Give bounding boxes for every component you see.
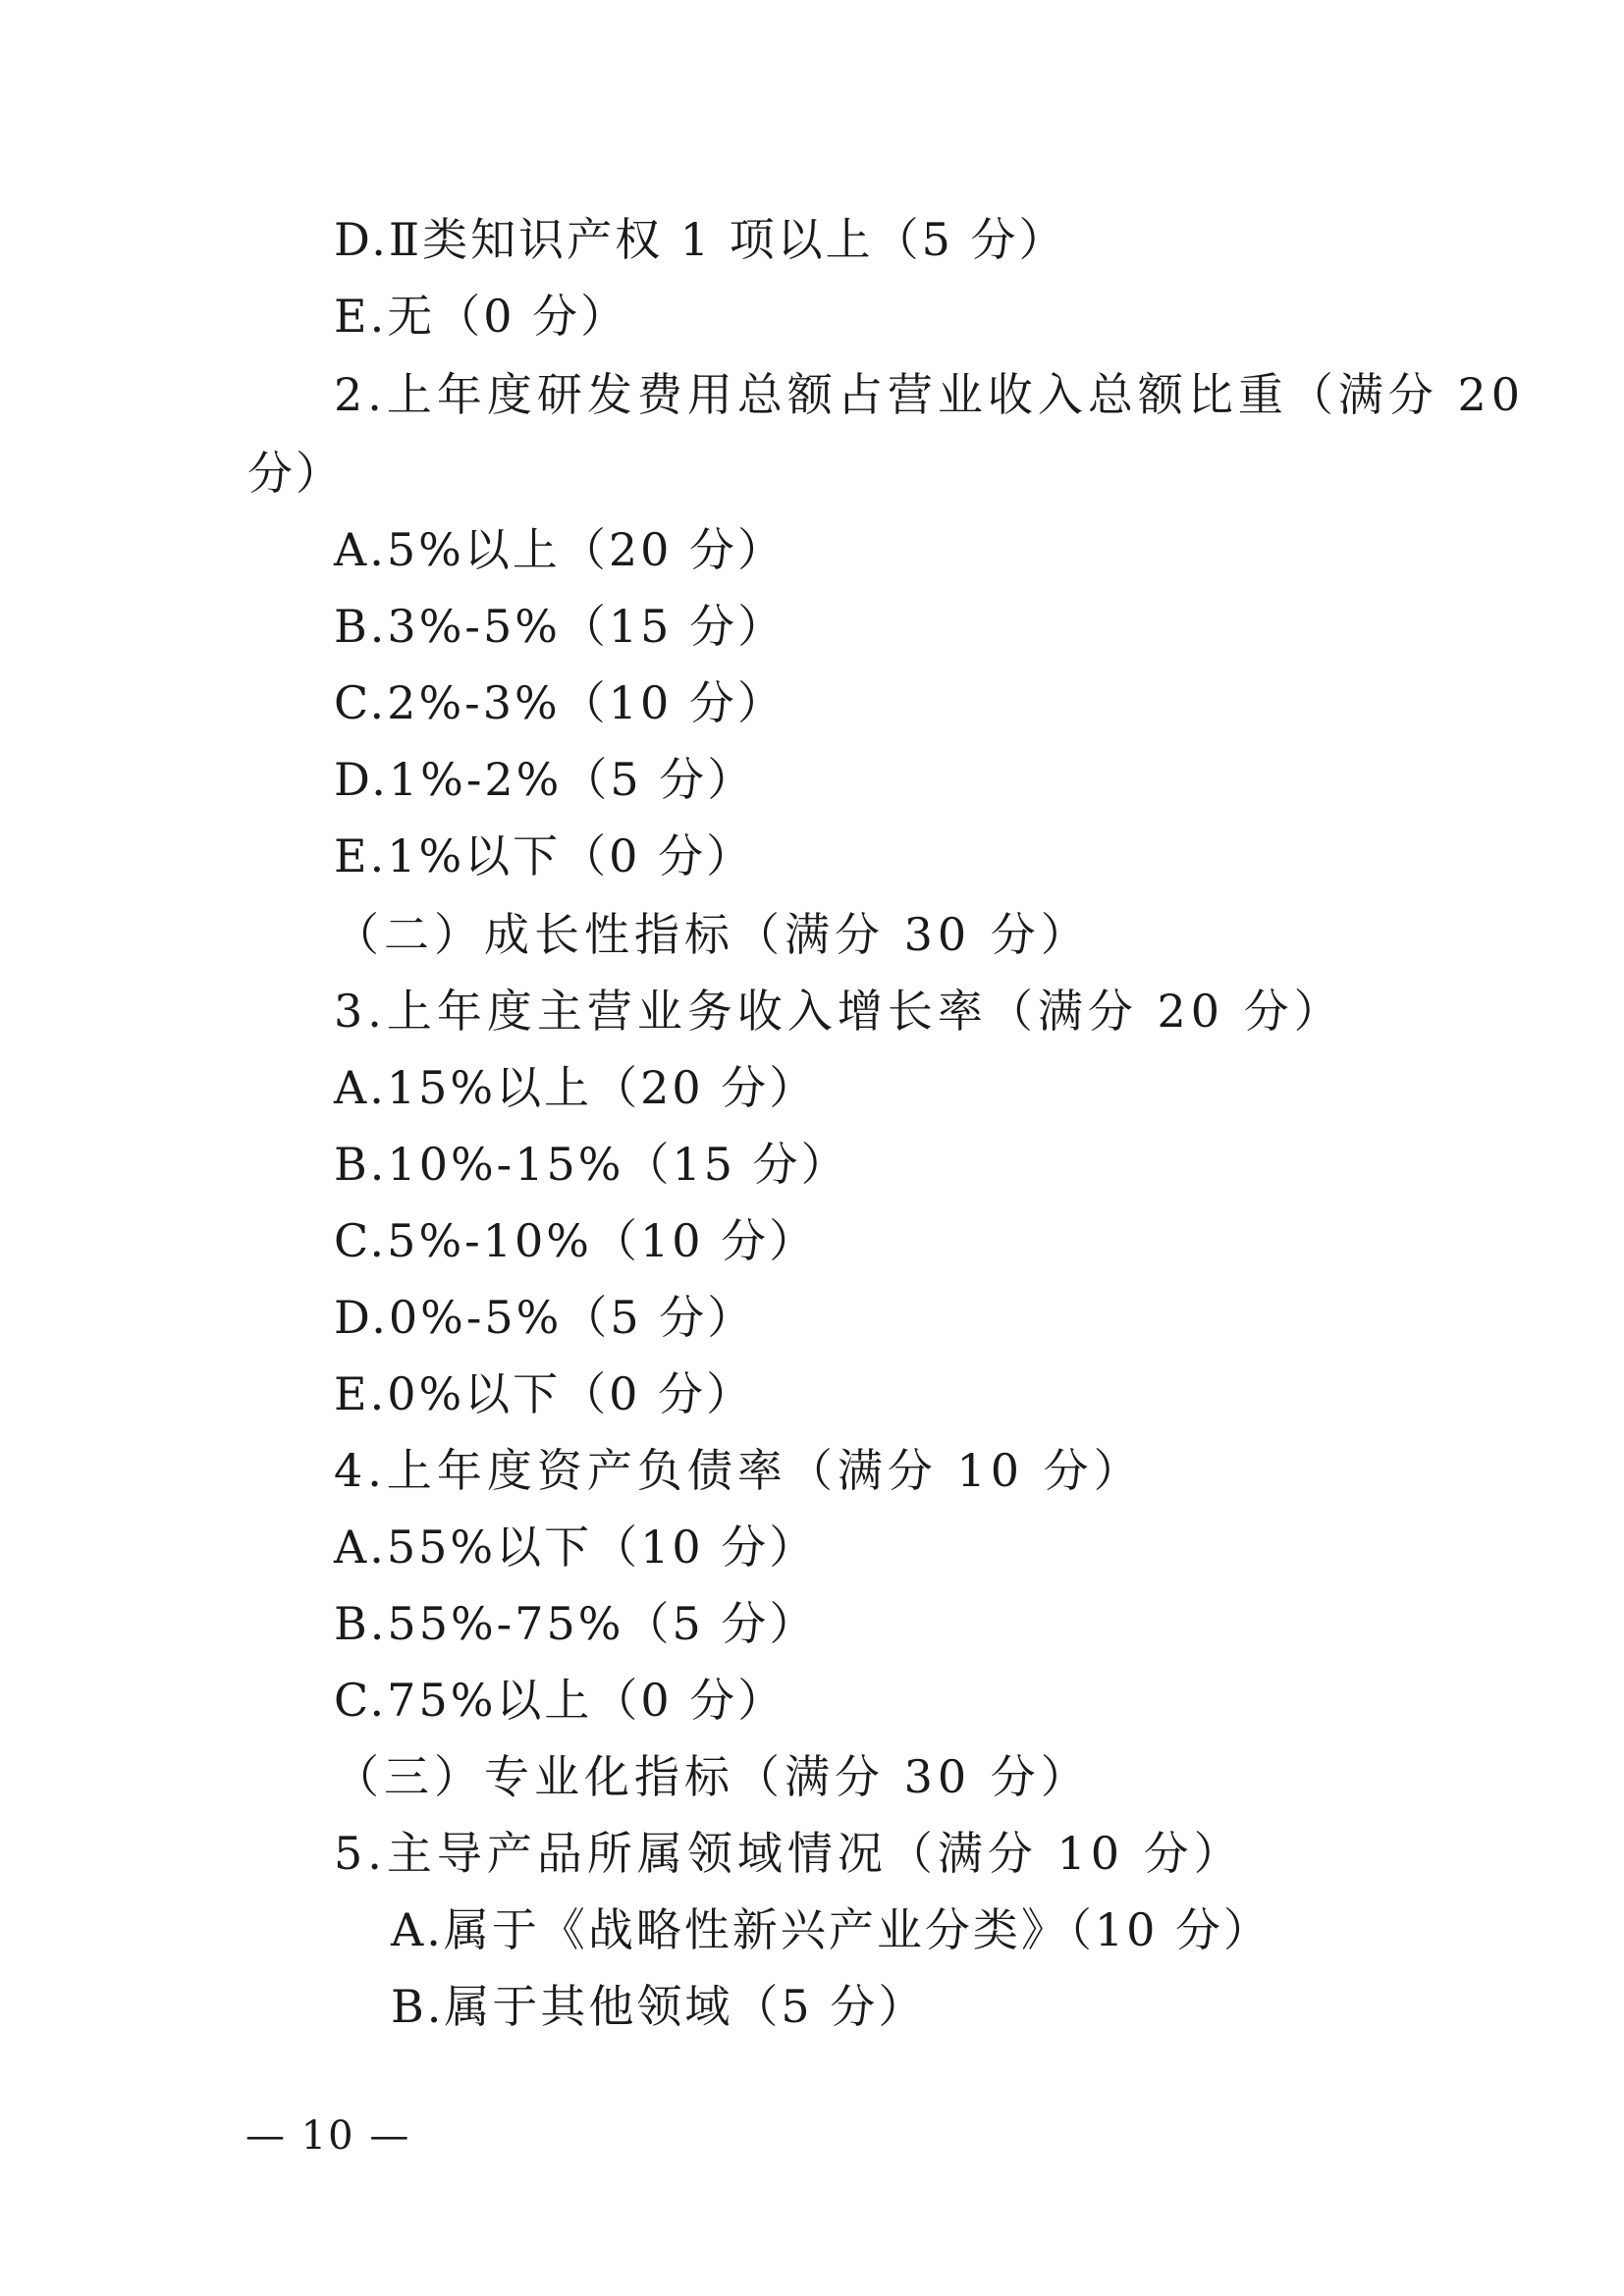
item-2-option-d: D.1%-2%（5 分） <box>334 753 756 806</box>
item-3-option-e: E.0%以下（0 分） <box>334 1367 755 1420</box>
item-3-option-d: D.0%-5%（5 分） <box>334 1291 756 1344</box>
item-4-option-b: B.55%-75%（5 分） <box>334 1597 818 1650</box>
item-3-option-b: B.10%-15%（15 分） <box>334 1138 849 1191</box>
item-2-option-b: B.3%-5%（15 分） <box>334 600 786 653</box>
item-5-title: 5.主导产品所属领域情况（满分 10 分） <box>334 1827 1244 1880</box>
option-e-none: E.无（0 分） <box>334 290 629 343</box>
item-2-option-a: A.5%以上（20 分） <box>334 523 785 576</box>
item-4-option-c: C.75%以上（0 分） <box>334 1674 786 1727</box>
item-2-option-c: C.2%-3%（10 分） <box>334 676 785 729</box>
option-d-ip: D.Ⅱ类知识产权 1 项以上（5 分） <box>334 213 1067 266</box>
item-4-title: 4.上年度资产负债率（满分 10 分） <box>334 1444 1144 1497</box>
item-3-option-a: A.15%以上（20 分） <box>334 1061 818 1114</box>
page-number: — 10 — <box>245 2113 411 2159</box>
item-2-option-e: E.1%以下（0 分） <box>334 829 755 882</box>
item-5-option-b: B.属于其他领域（5 分） <box>391 1980 927 2033</box>
section-3-heading: （三）专业化指标（满分 30 分） <box>334 1750 1091 1803</box>
item-2-title-continued: 分） <box>247 447 344 500</box>
item-5-option-a: A.属于《战略性新兴产业分类》（10 分） <box>391 1903 1272 1956</box>
section-2-heading: （二）成长性指标（满分 30 分） <box>334 908 1091 961</box>
item-3-option-c: C.5%-10%（10 分） <box>334 1214 818 1267</box>
item-4-option-a: A.55%以下（10 分） <box>334 1521 818 1574</box>
item-3-title: 3.上年度主营业务收入增长率（满分 20 分） <box>334 985 1344 1038</box>
item-2-title: 2.上年度研发费用总额占营业收入总额比重（满分 20 <box>334 368 1526 421</box>
